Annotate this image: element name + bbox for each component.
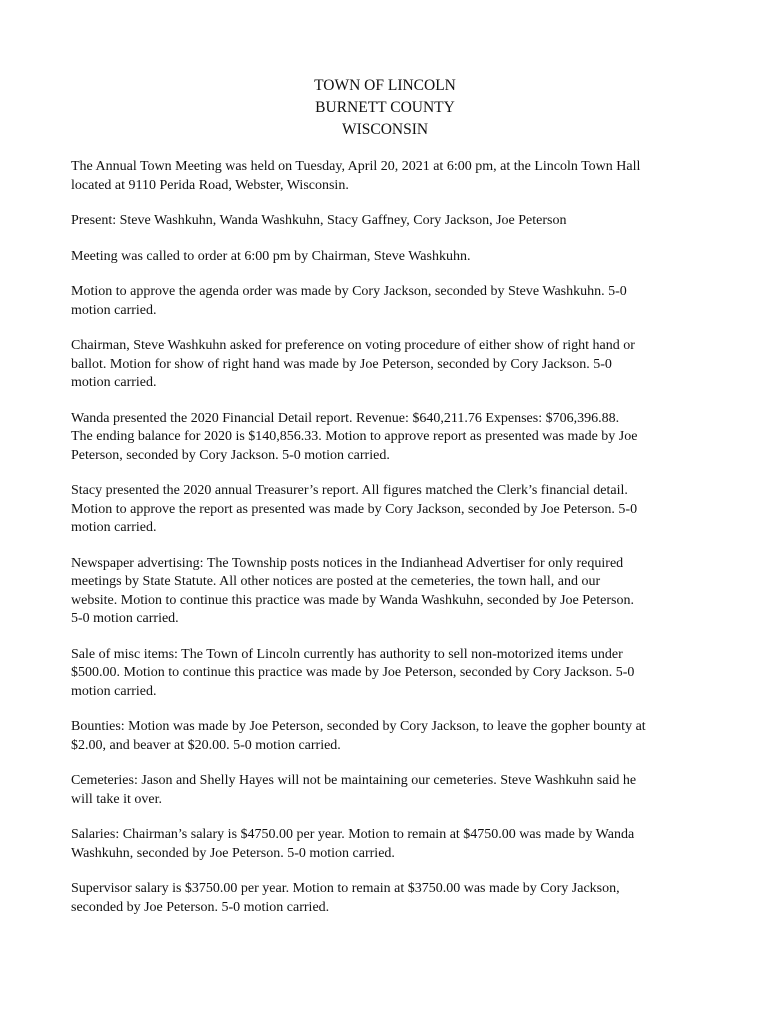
county-name: BURNETT COUNTY [315, 99, 455, 116]
paragraph-present: Present: Steve Washkuhn, Wanda Washkuhn, Stacy Gaffney, Cory Jackson, Joe Peterson [71, 213, 567, 228]
state-name: WISCONSIN [341, 121, 429, 138]
paragraph-meeting-info: The Annual Town Meeting was held on Tuesday, April 20, 2021 at 6:00 pm, at the Lincoln Town Hall located at 9110 Perida Road, Webster, Wisconsin. [71, 159, 641, 193]
meeting-minutes-body [71, 158, 701, 934]
paragraph-newspaper-advertising: Newspaper advertising: The Township posts notices in the Indianhead Advertiser for only required meetings by State Statute. All other notices are posted at the cemeteries, the town hall, and our website. Motion to continue this practice was made by Wanda Washkuhn, seconded by Joe Peterson. 5-0 motion carried. [71, 555, 634, 626]
paragraph-bounties: Bounties: Motion was made by Joe Peterson, seconded by Cory Jackson, to leave the gopher bounty at $2.00, and beaver at $20.00. 5-0 motion carried. [71, 719, 646, 753]
paragraph-agenda-motion: Motion to approve the agenda order was made by Cory Jackson, seconded by Steve Washkuhn. 5-0 motion carried. [71, 284, 627, 318]
town-name: TOWN OF LINCOLN [314, 77, 456, 94]
paragraph-chairman-salary: Salaries: Chairman’s salary is $4750.00 per year. Motion to remain at $4750.00 was made by Wanda Washkuhn, seconded by Joe Peterson. 5-0 motion carried. [71, 827, 635, 861]
paragraph-supervisor-salary: Supervisor salary is $3750.00 per year. Motion to remain at $3750.00 was made by Cory Jackson, seconded by Joe Peterson. 5-0 motion carried. [71, 881, 620, 915]
paragraph-call-to-order: Meeting was called to order at 6:00 pm by Chairman, Steve Washkuhn. [71, 248, 471, 264]
paragraph-cemeteries: Cemeteries: Jason and Shelly Hayes will not be maintaining our cemeteries. Steve Washkuhn said he will take it over. [71, 773, 637, 807]
document-header [0, 75, 770, 141]
paragraph-treasurer-report: Stacy presented the 2020 annual Treasurer’s report. All figures matched the Clerk’s financial detail. Motion to approve the report as presented was made by Cory Jackson, seconded by Joe Peterson. 5-0 motion carried. [71, 483, 638, 535]
paragraph-financial-report: Wanda presented the 2020 Financial Detail report. Revenue: $640,211.76 Expenses: $706,396.88. The ending balance for 2020 is $140,856.33. Motion to approve report as presented was made by Joe Peterson, seconded by Cory Jackson. 5-0 motion carried. [71, 410, 638, 463]
paragraph-sale-of-misc-items: Sale of misc items: The Town of Lincoln currently has authority to sell non-motorized items under $500.00. Motion to continue this practice was made by Joe Peterson, seconded by Cory Jackson. 5-0 motion carried. [71, 646, 635, 699]
paragraph-voting-procedure: Chairman, Steve Washkuhn asked for preference on voting procedure of either show of right hand or ballot. Motion for show of right hand was made by Joe Peterson, seconded by Cory Jackson. 5-0 motion carried. [71, 338, 635, 390]
